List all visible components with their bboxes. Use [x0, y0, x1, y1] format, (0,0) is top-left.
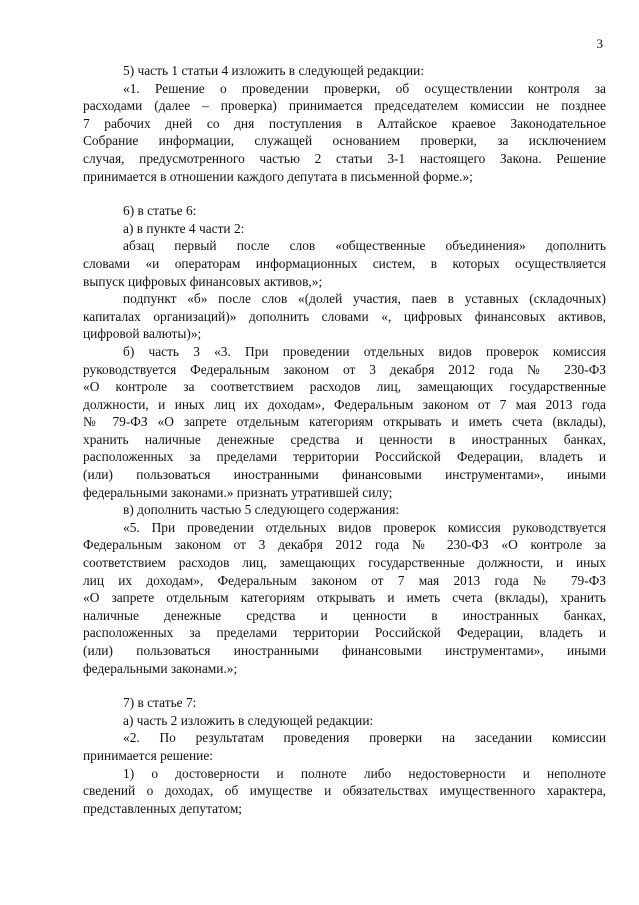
text-line: (или) пользоваться иностранными финансовыми инструментами», иными	[83, 643, 606, 658]
text-line: 5) часть 1 статьи 4 изложить в следующей редакции:	[123, 63, 425, 78]
text-line: расположенных за пределами территории Российской Федерации, владеть и	[83, 625, 606, 641]
text-line: расходами (далее – проверка) принимается председателем комиссии не позднее	[83, 98, 606, 114]
text-line: 1) о достоверности и полноте либо недостоверности и неполноте	[123, 765, 606, 781]
text-line: цифровой валюты)»;	[83, 326, 202, 342]
text-line: 6) в статье 6:	[123, 203, 197, 219]
text-line: наличные денежные средства и ценности в иностранных банках,	[83, 607, 606, 623]
text-line: «5. При проведении отдельных видов проверок комиссия руководствуется	[123, 519, 606, 535]
text-line: принимается решение:	[83, 747, 213, 763]
text-line: абзац первый после слов «общественные объединения» дополнить	[123, 238, 606, 254]
text-line: Федеральным законом от 3 декабря 2012 года № 230-ФЗ «О контроле за	[83, 537, 606, 553]
text-line: б) часть 3 «3. При проведении отдельных видов проверок комиссия	[123, 343, 606, 359]
text-line: случая, предусмотренного частью 2 статьи 3-1 настоящего Закона. Решение	[83, 150, 606, 166]
text-line: соответствием расходов лиц, замещающих государственные должности, и иных	[83, 555, 606, 571]
text-line: подпункт «б» после слов «(долей участия, паев в уставных (складочных)	[123, 291, 606, 307]
text-line: 7 рабочих дней со дня поступления в Алтайское краевое Законодательное	[83, 115, 606, 131]
text-line: лиц их доходам», Федеральным законом от 7 мая 2013 года № 79-ФЗ	[83, 572, 606, 588]
text-line: руководствуется Федеральным законом от 3 декабря 2012 года № 230-ФЗ	[83, 361, 606, 377]
paragraph-gap	[83, 677, 606, 694]
text-line: а) в пункте 4 части 2:	[123, 220, 245, 236]
text-line: федеральными законами.»;	[83, 660, 238, 676]
text-line: капиталах организаций)» дополнить словами «, цифровых финансовых активов,	[83, 308, 606, 324]
page-number: 3	[596, 36, 603, 51]
text-line: в) дополнить частью 5 следующего содержания:	[123, 502, 400, 518]
text-line: сведений о доходах, об имуществе и обязательствах имущественного характера,	[83, 783, 606, 799]
text-line: «1. Решение о проведении проверки, об осуществлении контроля за	[123, 80, 606, 96]
text-line: расположенных за пределами территории Российской Федерации, владеть и	[83, 449, 606, 465]
text-line: № 79-ФЗ «О запрете отдельным категориям открывать и иметь счета (вклады),	[83, 414, 606, 430]
text-line: федеральными законами.» признать утратившей силу;	[83, 484, 393, 500]
text-line: принимается в отношении каждого депутата в письменной форме.»;	[83, 168, 473, 184]
text-line: 7) в статье 7:	[123, 695, 197, 711]
text-line: хранить наличные денежные средства и ценности в иностранных банках,	[83, 431, 606, 447]
text-line: словами «и операторам информационных систем, в которых осуществляется	[83, 255, 606, 271]
paragraph-gap	[83, 185, 606, 202]
document-body	[83, 62, 606, 817]
text-line: а) часть 2 изложить в следующей редакции:	[123, 712, 374, 728]
text-line: «О запрете отдельным категориям открывать и иметь счета (вклады), хранить	[83, 590, 606, 606]
text-line: должности, и иных лиц их доходам», Федеральным законом от 7 мая 2013 года	[83, 396, 606, 412]
text-line: Собрание информации, служащей основанием проверки, за исключением	[83, 133, 606, 149]
text-line: «2. По результатам проведения проверки на заседании комиссии	[123, 730, 606, 746]
text-line: «О контроле за соответствием расходов лиц, замещающих государственные	[83, 379, 606, 395]
text-line: представленных депутатом;	[83, 800, 243, 816]
text-line: выпуск цифровых финансовых активов,»;	[83, 273, 323, 289]
text-line: (или) пользоваться иностранными финансовыми инструментами», иными	[83, 467, 606, 483]
